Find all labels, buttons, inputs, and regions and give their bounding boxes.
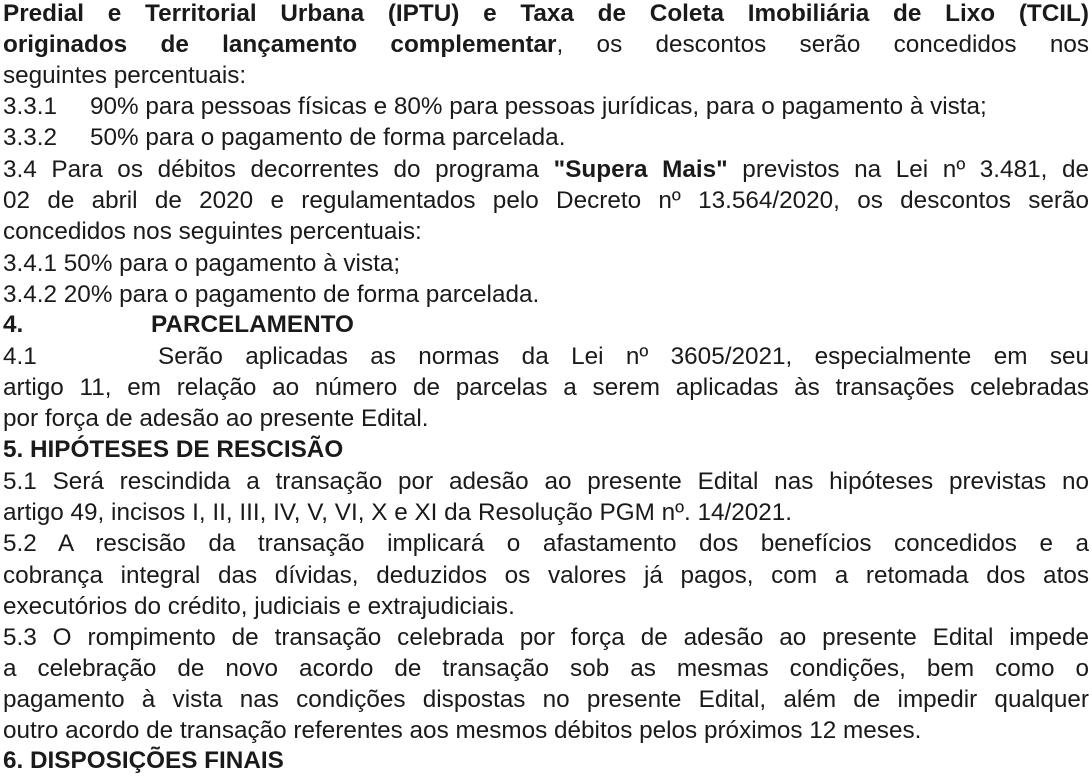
item-number: 3.3.2	[3, 124, 58, 151]
item-text: 50% para o pagamento de forma parcelada.	[90, 124, 566, 151]
paragraph-5-2-line-3: executórios do crédito, judiciais e extrajudiciais.	[3, 593, 515, 620]
section-5-heading	[3, 434, 1089, 465]
paragraph-3-4-line-1	[3, 154, 1089, 185]
paragraph-4-1-line-3: por força de adesão ao presente Edital.	[3, 405, 429, 432]
paragraph-5-2-line-2: cobrança integral das dívidas, deduzidos os valores já pagos, com a retomada dos atos	[3, 562, 1089, 589]
item-number: 4.1	[3, 343, 37, 370]
section-title: 5. HIPÓTESES DE RESCISÃO	[3, 436, 344, 463]
item-number: 3.3.1	[3, 93, 58, 120]
paragraph-5-2-line-1: 5.2 A rescisão da transação implicará o afastamento dos benefícios concedidos e a	[3, 530, 1089, 557]
paragraph-5-1-line-2: artigo 49, incisos I, II, III, IV, V, VI, X e XI da Resolução PGM nº. 14/2021.	[3, 499, 793, 526]
section-number: 4.	[3, 311, 24, 338]
paragraph-4-1-line-1	[3, 341, 1089, 372]
paragraph-5-3-line-1: 5.3 O rompimento de transação celebrada por força de adesão ao presente Edital impede	[3, 624, 1089, 651]
text: , os descontos serão concedidos nos	[556, 31, 1089, 58]
section-4-heading	[3, 309, 1089, 340]
paragraph-5-3-line-4: outro acordo de transação referentes aos mesmos débitos pelos próximos 12 meses.	[3, 717, 922, 744]
paragraph-5-3-line-2: a celebração de novo acordo de transação sob as mesmas condições, bem como o	[3, 655, 1089, 682]
section-title: 6. DISPOSIÇÕES FINAIS	[3, 747, 284, 774]
text: 3.4 Para os débitos decorrentes do programa	[3, 156, 554, 183]
paragraph-4-1-line-2: artigo 11, em relação ao número de parcelas a serem aplicadas às transações celebradas	[3, 374, 1089, 401]
paragraph-5-1-line-1: 5.1 Será rescindida a transação por adesão ao presente Edital nas hipóteses previstas no	[3, 468, 1089, 495]
paragraph-3-3-line-1	[3, 0, 1089, 29]
bold-text: Predial e Territorial Urbana (IPTU) e Taxa de Coleta Imobiliária de Lixo (TCIL)	[3, 0, 1089, 27]
paragraph-3-4-line-3: concedidos nos seguintes percentuais:	[3, 218, 422, 245]
text: Serão aplicadas as normas da Lei nº 3605/2021, especialmente em seu	[158, 343, 1089, 370]
item-3-4-1: 3.4.1 50% para o pagamento à vista;	[3, 250, 401, 277]
paragraph-5-3-line-3: pagamento à vista nas condições dispostas no presente Edital, além de impedir qualquer	[3, 686, 1089, 713]
paragraph-3-4-line-2: 02 de abril de 2020 e regulamentados pelo Decreto nº 13.564/2020, os descontos serão	[3, 187, 1089, 214]
item-text: 90% para pessoas físicas e 80% para pessoas jurídicas, para o pagamento à vista;	[90, 93, 987, 120]
bold-text: "Supera Mais"	[553, 156, 728, 183]
paragraph-3-3-line-2	[3, 29, 1089, 60]
item-3-4-2: 3.4.2 20% para o pagamento de forma parcelada.	[3, 281, 540, 308]
section-title: PARCELAMENTO	[151, 311, 354, 338]
section-6-heading	[3, 745, 1089, 776]
item-3-3-1	[3, 91, 1089, 122]
item-3-3-2	[3, 122, 1089, 153]
bold-text: originados de lançamento complementar	[3, 31, 557, 58]
paragraph-3-3-line-3: seguintes percentuais:	[3, 62, 247, 89]
text: previstos na Lei nº 3.481, de	[727, 156, 1089, 183]
